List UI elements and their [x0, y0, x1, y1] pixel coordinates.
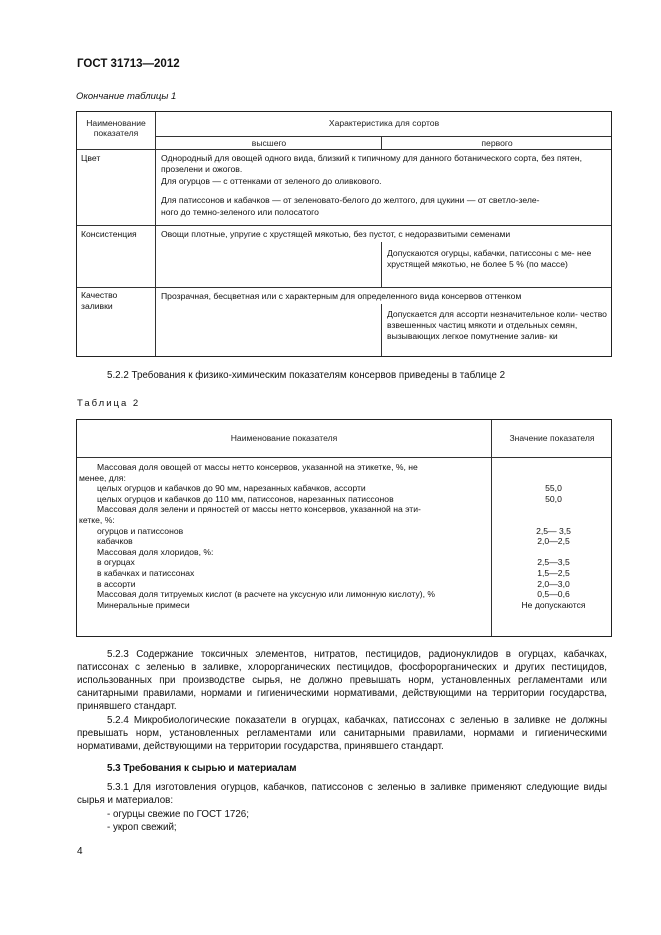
table2 — [76, 419, 612, 637]
table1-cell: Однородный для овощей одного вида, близкий к типичному для данного ботанического сорта, без пятен, прозелени и ожогов. — [161, 153, 583, 175]
table2-row-name: в ассорти — [97, 578, 136, 589]
table1-cell: Допускаются огурцы, кабачки, патиссоны с ме- нее хрустящей мякотью, не более 5 % (по массе) — [387, 248, 592, 270]
table2-row-value: 1,5—2,5 — [537, 568, 570, 578]
paragraph-5-2-3: 5.2.3 Содержание токсичных элементов, нитратов, пестицидов, радионуклидов в огурцах, кабачках, патиссонах с зеленью в заливке, хлорорганических пестицидов, фосфорорганических и других пестицидов, использованных при производстве сырья, не должно превышать норм, установленных регламентами или санитарными правилами, нормами и гигиеническими нормативами, действующими на территории государства, принявшего стандарт. — [77, 649, 607, 712]
table2-row-name: менее, для: — [79, 472, 126, 483]
table2-row-name: Минеральные примеси — [97, 599, 190, 610]
table1-cell: Допускается для ассорти незначительное коли- чество взвешенных частиц мякоти и отдельных семян, вызывающих легкое помутнение залив- ки — [387, 309, 607, 342]
table1-row-name: Цвет — [81, 153, 101, 163]
table2-row-value: 55,0 — [545, 483, 562, 494]
table2-row-name: в кабачках и патиссонах — [97, 568, 195, 578]
table1-col2-header: Характеристика для сортов — [328, 118, 440, 128]
table2-row-value: 2,5— 3,5 — [536, 525, 571, 536]
table1-cell: Для патиссонов и кабачков — от зеленовато-белого до желтого, для цукини — от светло-зеле- — [161, 195, 540, 205]
table2-row-name: целых огурцов и кабачков до 110 мм, патиссонов, нарезанных патиссонов — [97, 493, 394, 504]
table1-col1-header: Наименование показателя — [86, 118, 146, 138]
table2-row-name: целых огурцов и кабачков до 90 мм, нарезанных кабачков, ассорти — [97, 483, 366, 494]
table1-caption: Окончание таблицы 1 — [76, 91, 177, 102]
table2-row-name: в огурцах — [97, 557, 135, 568]
table2-row-value: Не допускаются — [521, 599, 586, 610]
table2-row-name: кабачков — [97, 536, 133, 547]
table2-row-value: 2,5—3,5 — [537, 557, 570, 568]
paragraph-5-2-2: 5.2.2 Требования к физико-химическим показателям консервов приведены в таблице 2 — [107, 370, 506, 381]
section-heading-5-3: 5.3 Требования к сырью и материалам — [107, 763, 297, 774]
paragraph-5-3-1: 5.3.1 Для изготовления огурцов, кабачков, патиссонов с зеленью в заливке применяют следующие виды сырья и материалов: — [77, 782, 607, 806]
table2-row-value: 50,0 — [545, 493, 562, 504]
list-item: - укроп свежий; — [107, 822, 177, 833]
table1-cell: Прозрачная, бесцветная или с характерным для определенного вида консервов оттенком — [161, 291, 522, 301]
table1-cell: ного до темно-зеленого или полосатого — [161, 207, 319, 217]
table1-row-name: Качество заливки — [81, 290, 118, 312]
table1-cell: Овощи плотные, упругие с хрустящей мякотью, без пустот, с недоразвитыми семенами — [161, 229, 511, 239]
table1 — [76, 111, 612, 357]
table2-row-name: Массовая доля овощей от массы нетто консервов, указанной на этикетке, %, не — [97, 462, 418, 472]
table2-col1-header: Наименование показателя — [230, 433, 338, 443]
table1-row-name: Консистенция — [81, 229, 137, 239]
table2-row-name: Массовая доля зелени и пряностей от массы нетто консервов, указанной на эти- — [97, 504, 421, 515]
page-number: 4 — [77, 846, 83, 857]
table2-row-name: кетке, %: — [79, 515, 115, 525]
table2-row-value: 2,0—2,5 — [537, 536, 570, 547]
table2-row-value: 2,0—3,0 — [537, 578, 570, 589]
table1-grade-high: высшего — [251, 138, 287, 148]
paragraph-5-2-4: 5.2.4 Микробиологические показатели в огурцах, кабачках, патиссонах с зеленью в заливке не должны превышать норм, установленных регламентами или санитарными правилами, нормами и гигиеническими нормативами, действующими на территории государства, принявшего стандарт. — [77, 715, 607, 752]
table2-row-name: огурцов и патиссонов — [97, 525, 184, 536]
list-item: - огурцы свежие по ГОСТ 1726; — [107, 809, 249, 820]
table1-grade-first: первого — [481, 138, 513, 148]
table2-col2-header: Значение показателя — [509, 433, 595, 443]
table2-row-name: Массовая доля титруемых кислот (в расчете на уксусную или лимонную кислоту), % — [97, 589, 436, 600]
document-header: ГОСТ 31713—2012 — [77, 58, 180, 70]
table2-row-value: 0,5—0,6 — [537, 589, 570, 600]
table1-cell: Для огурцов — с оттенками от зеленого до оливкового. — [161, 176, 382, 186]
table2-row-name: Массовая доля хлоридов, %: — [97, 546, 214, 557]
table2-caption: Таблица 2 — [77, 398, 141, 409]
